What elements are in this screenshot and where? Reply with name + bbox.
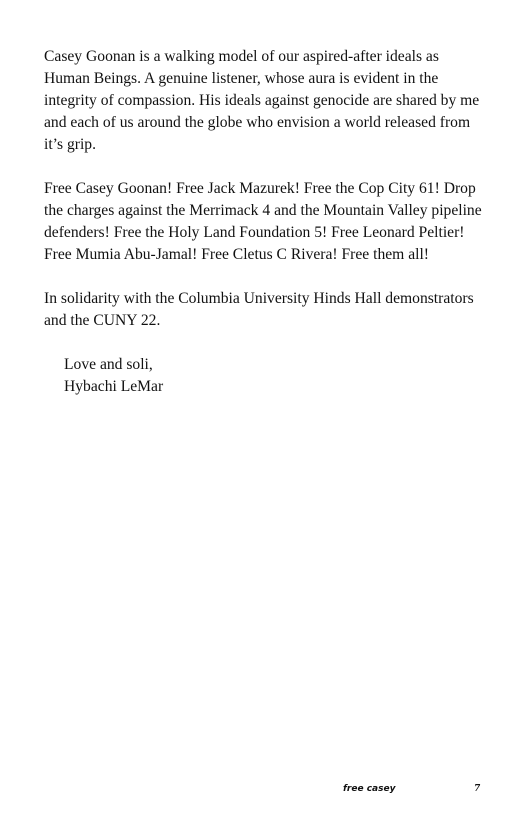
letter-body	[44, 46, 488, 398]
paragraph-demands: Free Casey Goonan! Free Jack Mazurek! Free the Cop City 61! Drop the charges against the Merrimack 4 and the Mountain Valley pipeline defenders! Free the Holy Land Foundation 5! Free Leonard Peltier! Free Mumia Abu-Jamal! Free Cletus C Rivera! Free them all!	[44, 180, 482, 263]
page-footer	[0, 784, 528, 800]
signoff	[44, 354, 488, 398]
signoff-closing: Love and soli,	[64, 356, 153, 373]
paragraph-solidarity: In solidarity with the Columbia University Hinds Hall demonstrators and the CUNY 22.	[44, 290, 474, 329]
paragraph-tribute: Casey Goonan is a walking model of our aspired-after ideals as Human Beings. A genuine listener, whose aura is evident in the integrity of compassion. His ideals against genocide are shared by me and each of us around the globe who envision a world released from it’s grip.	[44, 48, 480, 153]
signoff-name: Hybachi LeMar	[64, 378, 164, 395]
running-title: free casey	[343, 784, 396, 794]
page-number: 7	[474, 784, 481, 794]
